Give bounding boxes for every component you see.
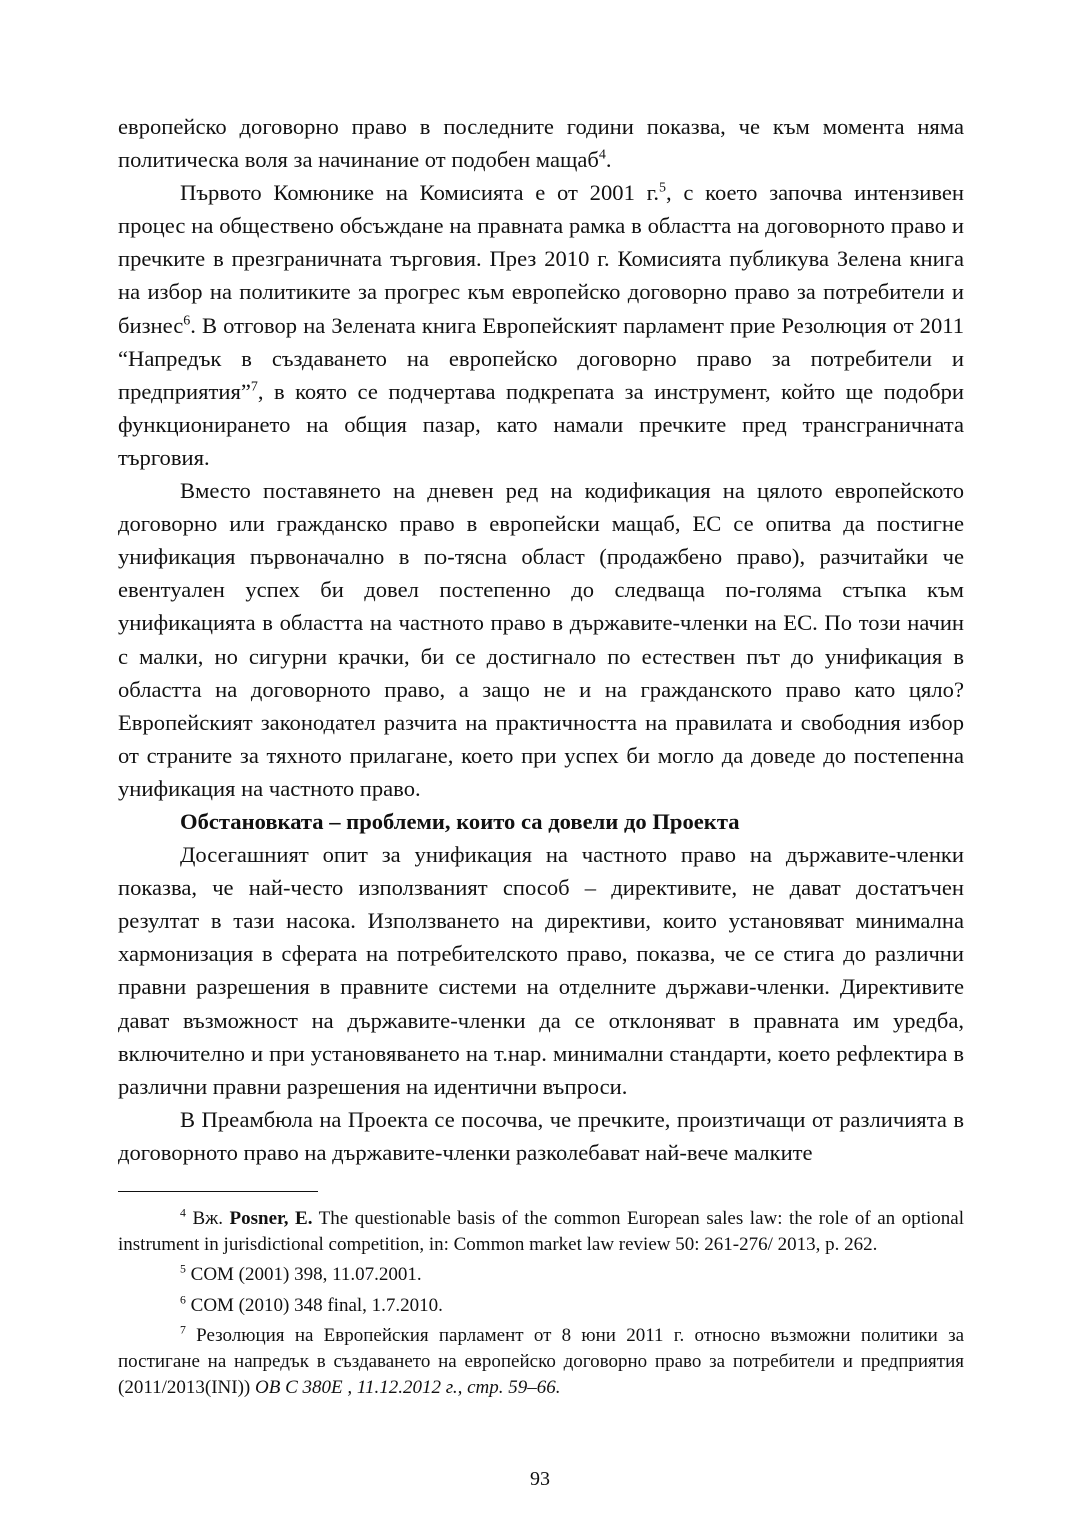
footnote-ref: 6	[183, 313, 191, 329]
body-text	[118, 110, 964, 1169]
footnote-ref: 7	[250, 379, 258, 395]
footnote-citation: ОВ С 380E , 11.12.2012 г., стр. 59–66.	[255, 1376, 561, 1398]
footnote-number: 6	[180, 1293, 186, 1307]
footnote	[118, 1262, 964, 1288]
footnote	[118, 1206, 964, 1257]
paragraph	[118, 176, 964, 474]
footnote-ref: 5	[658, 180, 666, 196]
footnote-text: The questionable basis of the common European sales law: the role of an optional instrument in jurisdictional competition, in: Common market law review 50: 261-276/ 2013, p. 262.	[118, 1208, 964, 1255]
paragraph: Досегашният опит за унификация на частното право на държавите-членки показва, че най-често използваният способ – директивите, не дават достатъчен резултат в тази насока. Използването на директиви, които установяват минимална хармонизация в сферата на потребителското право, показва, че се стига до различни правни разрешения в правните системи на отделните държави-членки. Директивите дават възможност на държавите-членки да се отклоняват в правната им уредба, включително и при установяването на т.нар. минимални стандарти, което рефлектира в различни правни разрешения на идентични въпроси.	[118, 842, 964, 1099]
page-content	[118, 110, 964, 1400]
footnote-number: 4	[180, 1206, 186, 1220]
footnote-text: COM (2010) 348 final, 1.7.2010.	[190, 1294, 443, 1316]
section-heading: Обстановката – проблеми, които са довели до Проекта	[180, 808, 740, 834]
footnote-divider	[118, 1191, 318, 1192]
paragraph-text: .	[605, 147, 612, 173]
paragraph-continuation	[118, 110, 964, 176]
footnote	[118, 1323, 964, 1400]
paragraph: Вместо поставянето на дневен ред на кодификация на цялото европейското договорно или гражданско право в европейски мащаб, ЕС се опитва да постигне унификация първоначално в по-тясна област (продажбено право), разчитайки че евентуален успех би довел постепенно до следваща по-голяма стъпка към унификацията в областта на частното право в държавите-членки на ЕС. По този начин с малки, но сигурни крачки, би се достигнало по естествен път до унификация в областта на договорното право, а защо не и на гражданското право като цяло? Европейският законодател разчита на практичността на правилата и свободния избор от страните за тяхното прилагане, което при успех би могло да доведе до постепенна унификация на частното право.	[118, 478, 964, 801]
footnote-number: 7	[180, 1324, 186, 1338]
footnotes	[118, 1206, 964, 1400]
footnote-text: COM (2001) 398, 11.07.2001.	[190, 1264, 422, 1286]
paragraph: В Преамбюла на Проекта се посочва, че пречките, произтичащи от различията в договорното право на държавите-членки разколебават най-вече малките	[118, 1106, 964, 1165]
paragraph-text: , с което започва интензивен процес на обществено обсъждане на правната рамка в областта на договорното право и пречките в презграничната търговия. През 2010 г. Комисията публикува Зелена книга на избор на политиките за прогрес към европейско договорно право за потребители и бизнес	[118, 180, 965, 338]
footnote-ref: 4	[598, 147, 606, 163]
footnote-text: Вж.	[192, 1208, 223, 1229]
page-number: 93	[530, 1468, 550, 1490]
paragraph-text: . В отговор на Зелената книга Европейският парламент прие Резолюция от 2011 “Напредък в създаването на европейско договорно право за потребители и предприятия”	[118, 312, 964, 404]
footnote-author: Posner, E.	[229, 1208, 313, 1229]
footnote	[118, 1293, 964, 1319]
footnote-number: 5	[180, 1262, 186, 1276]
paragraph-text: европейско договорно право в последните години показва, че към момента няма политическа воля за начинание от подобен мащаб	[118, 114, 964, 173]
footnote-text: Резолюция на Европейския парламент от 8 юни 2011 г. относно възможни политики за постигане на напредък в създаването на европейско договорно право за потребители и предприятия (2011/2013(INI))	[118, 1325, 965, 1398]
paragraph-text: , в която се подчертава подкрепата за инструмент, който ще подобри функционирането на общия пазар, като намали пречките пред трансграничната търговия.	[118, 378, 964, 470]
paragraph-text: Първото Комюнике на Комисията е от 2001 г.	[180, 180, 659, 206]
